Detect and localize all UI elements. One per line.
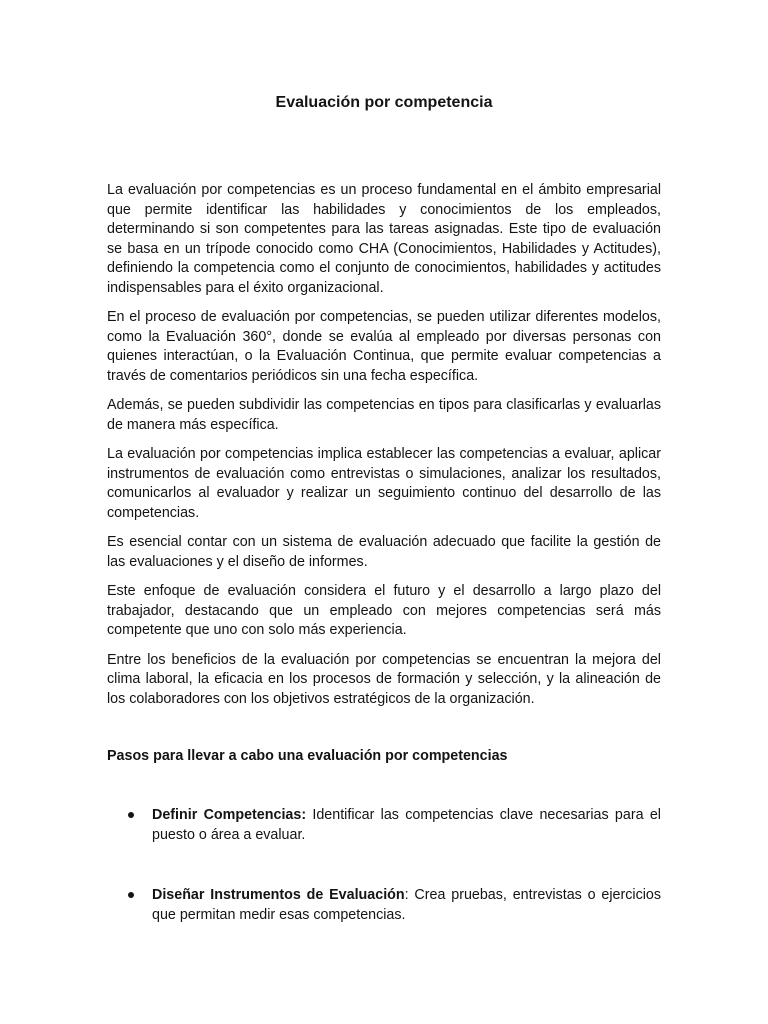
steps-list xyxy=(107,805,661,965)
bullet-icon xyxy=(128,812,134,818)
document-title: Evaluación por competencia xyxy=(275,94,493,111)
paragraph: En el proceso de evaluación por competencias, se pueden utilizar diferentes modelos, como la Evaluación 360°, donde se evalúa al empleado por diversas personas con quienes interactúan, o la Evaluación Continua, que permite evaluar competencias a través de comentarios periódicos sin una fecha específica. xyxy=(107,309,661,384)
paragraph: La evaluación por competencias implica establecer las competencias a evaluar, aplicar instrumentos de evaluación como entrevistas o simulaciones, analizar los resultados, comunicarlos al evaluador y realizar un seguimiento continuo del desarrollo de las competencias. xyxy=(107,446,661,521)
paragraph: Este enfoque de evaluación considera el futuro y el desarrollo a largo plazo del trabajador, destacando que un empleado con mejores competencias será más competente que uno con solo más experiencia. xyxy=(107,583,661,638)
list-item xyxy=(107,805,661,845)
list-item xyxy=(107,885,661,925)
step-description: Identificar las competencias clave necesarias para el puesto o área a evaluar. xyxy=(152,807,661,843)
step-term: Definir Competencias: xyxy=(152,807,307,823)
paragraph: Entre los beneficios de la evaluación por competencias se encuentran la mejora del clima laboral, la eficacia en los procesos de formación y selección, y la alineación de los colaboradores con los objetivos estratégicos de la organización. xyxy=(107,651,661,707)
paragraph: La evaluación por competencias es un proceso fundamental en el ámbito empresarial que permite identificar las habilidades y conocimientos de los empleados, determinando si son competentes para las tareas asignadas. Este tipo de evaluación se basa en un trípode conocido como CHA (Conocimientos, Habilidades y Actitudes), definiendo la competencia como el conjunto de conocimientos, habilidades y actitudes indispensables para el éxito organizacional. xyxy=(107,182,661,296)
document-body xyxy=(107,181,661,719)
step-description: : Crea pruebas, entrevistas o ejercicios que permitan medir esas competencias. xyxy=(152,887,662,923)
steps-heading: Pasos para llevar a cabo una evaluación por competencias xyxy=(107,748,508,764)
paragraph: Además, se pueden subdividir las competencias en tipos para clasificarlas y evaluarlas de manera más específica. xyxy=(107,397,661,433)
bullet-icon xyxy=(128,892,134,898)
step-term: Diseñar Instrumentos de Evaluación xyxy=(152,887,405,903)
paragraph: Es esencial contar con un sistema de evaluación adecuado que facilite la gestión de las evaluaciones y el diseño de informes. xyxy=(107,534,661,570)
